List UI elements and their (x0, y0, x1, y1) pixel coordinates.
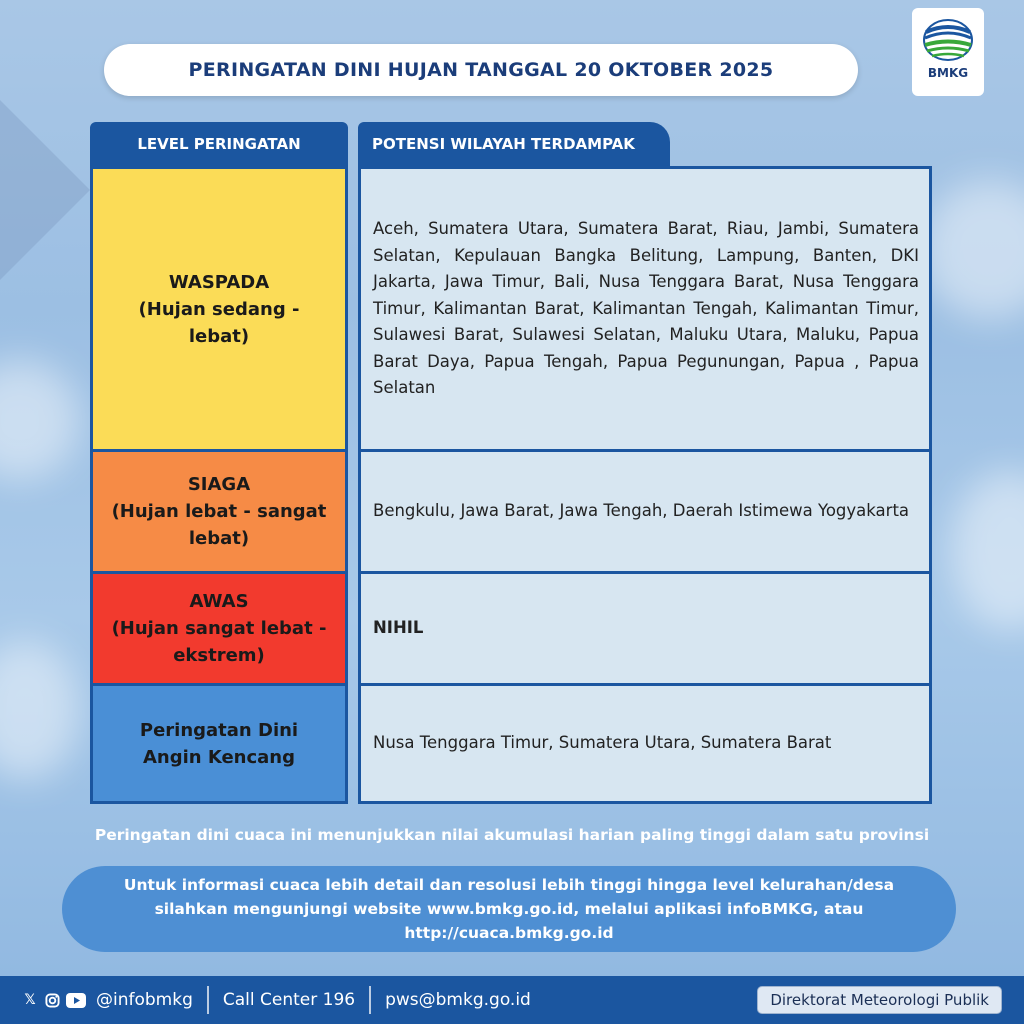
info-banner (62, 866, 956, 952)
level-cell-angin (90, 686, 348, 804)
level-subtitle: (Hujan sedang - lebat) (138, 298, 300, 347)
level-title: AWAS (189, 591, 249, 612)
level-cell-awas (90, 574, 348, 686)
level-subtitle: Angin Kencang (142, 746, 296, 768)
email-link[interactable]: pws@bmkg.go.id (385, 990, 531, 1010)
level-title: WASPADA (168, 271, 270, 293)
title-banner (104, 44, 858, 96)
social-handle[interactable]: @infobmkg (96, 990, 193, 1010)
youtube-icon[interactable] (66, 992, 86, 1008)
globe-icon (922, 18, 974, 62)
region-cell-angin (358, 686, 932, 804)
level-title: SIAGA (187, 474, 251, 495)
region-text: Bengkulu, Jawa Barat, Jawa Tengah, Daerah Istimewa Yogyakarta (373, 501, 910, 521)
footer-divider (207, 986, 209, 1014)
footer-divider (369, 986, 371, 1014)
note-text: Peringatan dini cuaca ini menunjukkan nilai akumulasi harian paling tinggi dalam satu provinsi (94, 826, 930, 844)
logo-text: BMKG (927, 66, 969, 80)
call-center: Call Center 196 (222, 990, 356, 1010)
level-title: Peringatan Dini (139, 719, 299, 741)
cloud-decoration (950, 470, 1024, 630)
department-badge: Direktorat Meteorologi Publik (757, 986, 1002, 1014)
instagram-icon[interactable] (44, 992, 60, 1008)
level-subtitle: (Hujan lebat - sangat lebat) (111, 501, 327, 549)
level-subtitle: (Hujan sangat lebat - ekstrem) (111, 618, 327, 666)
region-cell-waspada (358, 166, 932, 452)
region-cell-awas (358, 574, 932, 686)
region-text: NIHIL (373, 618, 424, 638)
info-text: Untuk informasi cuaca lebih detail dan resolusi lebih tinggi hingga level kelurahan/desa silahkan mengunjungi website www.bmkg.go.id, melalui aplikasi infoBMKG, atau http://cuaca.bmkg.go.id (123, 876, 895, 942)
region-cell-siaga (358, 452, 932, 574)
region-text: Nusa Tenggara Timur, Sumatera Utara, Sumatera Barat (373, 733, 832, 753)
header-region: POTENSI WILAYAH TERDAMPAK (358, 122, 670, 166)
cloud-decoration (0, 640, 80, 780)
cloud-decoration (0, 360, 80, 480)
bmkg-logo (912, 8, 984, 96)
region-text: Aceh, Sumatera Utara, Sumatera Barat, Riau, Jambi, Sumatera Selatan, Kepulauan Bangka Belitung, Lampung, Banten, DKI Jakarta, Jawa Timur, Bali, Nusa Tenggara Barat, Nusa Tenggara Timur, Kalimantan Barat, Kalimantan Tengah, Kalimantan Timur, Sulawesi Barat, Sulawesi Selatan, Maluku Utara, Maluku, Papua Barat Daya, Papua Tengah, Papua Pegunungan, Papua , Papua Selatan (373, 219, 919, 398)
level-cell-siaga (90, 452, 348, 574)
social-icons (22, 992, 86, 1008)
header-level: LEVEL PERINGATAN (90, 122, 348, 166)
cloud-decoration (920, 180, 1024, 320)
page-title: PERINGATAN DINI HUJAN TANGGAL 20 OKTOBER 2025 (188, 59, 774, 81)
triangle-decoration (0, 100, 90, 280)
x-icon[interactable]: 𝕏 (24, 992, 36, 1008)
level-cell-waspada (90, 166, 348, 452)
